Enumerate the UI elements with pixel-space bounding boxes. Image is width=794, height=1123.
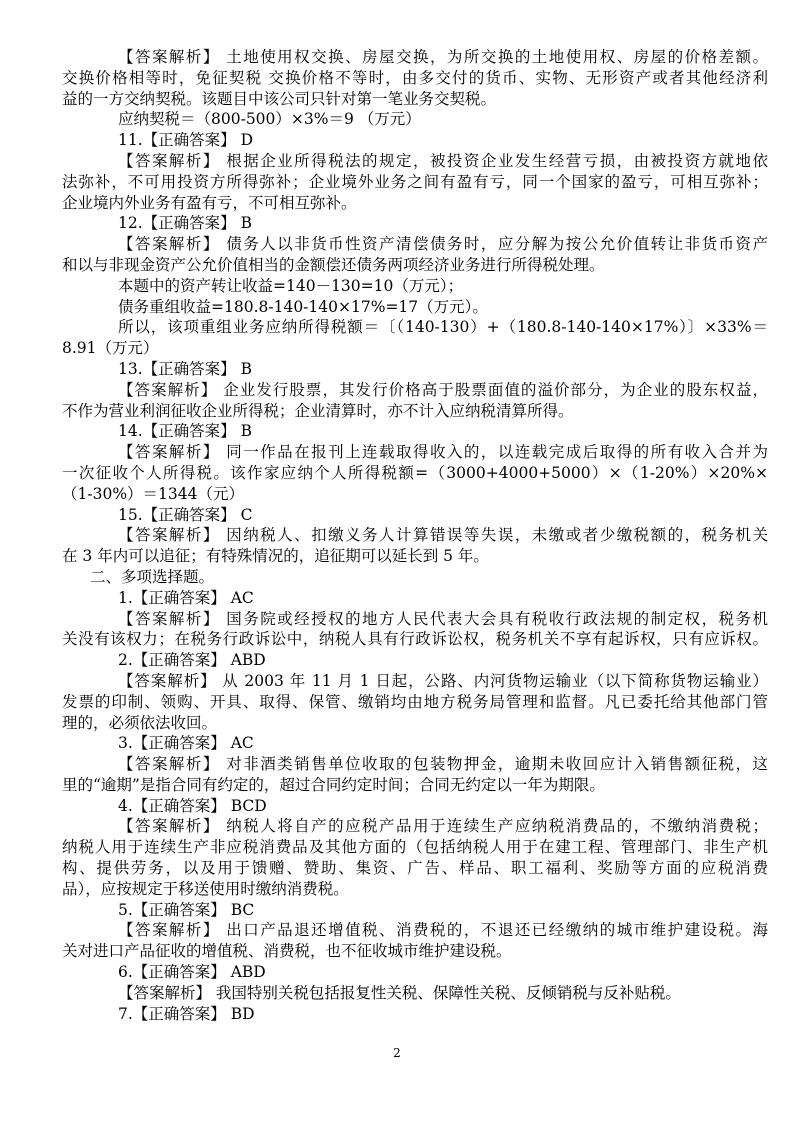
text-line: 一次征收个人所得税。该作家应纳个人所得税额=（3000+4000+5000）×（1-20%）×20%× xyxy=(62,463,768,482)
text-line: 7.【正确答案】 BD xyxy=(118,1004,255,1023)
text-line: 构、提供劳务，以及用于馈赠、赞助、集资、广告、样品、职工福利、奖励等方面的应税消费 xyxy=(62,859,768,878)
text-line: 1.【正确答案】 AC xyxy=(118,588,254,607)
text-line: 5.【正确答案】 BC xyxy=(118,900,255,919)
text-line: 纳税人用于连续生产非应税消费品及其他方面的（包括纳税人用于在建工程、管理部门、非生产机 xyxy=(62,838,768,857)
text-line: 法弥补，不可用投资方所得弥补；企业境外业务之间有盈有亏，同一个国家的盈亏，可相互弥补； xyxy=(62,172,768,191)
text-line: 【答案解析】 企业发行股票，其发行价格高于股票面值的溢价部分，为企业的股东权益， xyxy=(118,380,768,399)
text-line: 6.【正确答案】 ABD xyxy=(118,963,266,982)
text-line: 和以与非现金资产公允价值相当的金额偿还债务两项经济业务进行所得税处理。 xyxy=(62,255,605,274)
text-line: 8.91（万元） xyxy=(62,339,159,358)
text-line: 企业境内外业务有盈有亏，不可相互弥补。 xyxy=(62,193,357,212)
text-line: 【答案解析】 土地使用权交换、房屋交换，为所交换的土地使用权、房屋的价格差额。 xyxy=(118,48,768,66)
document-body xyxy=(62,47,768,1024)
page-number: 2 xyxy=(393,1046,401,1060)
text-line: 理的，必须依法收回。 xyxy=(62,713,218,732)
text-line: 里的“逾期”是指合同有约定的，超过合同约定时间；合同无约定以一年为期限。 xyxy=(62,775,605,794)
text-line: 不作为营业利润征收企业所得税；企业清算时，亦不计入应纳税清算所得。 xyxy=(62,401,574,420)
text-line: 12.【正确答案】 B xyxy=(118,214,252,233)
text-line: 【答案解析】 我国特别关税包括报复性关税、保障性关税、反倾销税与反补贴税。 xyxy=(118,983,681,1002)
text-line: 【答案解析】 因纳税人、扣缴义务人计算错误等失误，未缴或者少缴税额的，税务机关 xyxy=(118,526,768,545)
text-line: 发票的印制、领购、开具、取得、保管、缴销均由地方税务局管理和监督。凡已委托给其他部门管 xyxy=(62,692,768,711)
text-line: 4.【正确答案】 BCD xyxy=(118,796,267,815)
text-line: 在 3 年内可以追征；有特殊情况的，追征期可以延长到 5 年。 xyxy=(62,547,489,566)
text-line: 二、多项选择题。 xyxy=(90,567,215,586)
text-line: 【答案解析】 同一作品在报刊上连载取得收入的，以连载完成后取得的所有收入合并为 xyxy=(118,443,768,462)
text-line: 【答案解析】 国务院或经授权的地方人民代表大会具有税收行政法规的制定权，税务机 xyxy=(118,609,768,628)
text-line: 关对进口产品征收的增值税、消费税，也不征收城市维护建设税。 xyxy=(62,942,512,961)
text-line: 【答案解析】 纳税人将自产的应税产品用于连续生产应纳税消费品的，不缴纳消费税； xyxy=(118,817,768,836)
text-line: 【答案解析】 债务人以非货币性资产清偿债务时，应分解为按公允价值转让非货币资产 xyxy=(118,235,768,254)
text-line: 11.【正确答案】 D xyxy=(118,131,254,150)
text-line: 15.【正确答案】 C xyxy=(118,505,253,524)
text-line: 【答案解析】 出口产品退还增值税、消费税的，不退还已经缴纳的城市维护建设税。海 xyxy=(118,921,768,940)
text-line: 应纳契税＝（800-500）×3%＝9 （万元） xyxy=(118,110,421,129)
text-line: 3.【正确答案】 AC xyxy=(118,734,254,753)
text-line: 品），应按规定于移送使用时缴纳消费税。 xyxy=(62,879,349,898)
text-line: 交换价格相等时，免征契税 交换价格不等时，由多交付的货币、实物、无形资产或者其他经济利 xyxy=(62,68,768,87)
text-line: 债务重组收益=180.8-140-140×17%=17（万元）。 xyxy=(118,297,488,316)
text-line: 所以，该项重组业务应纳所得税额＝〔（140-130）+（180.8-140-140×17%）〕×33%＝ xyxy=(118,318,768,337)
text-line: 【答案解析】 从 2003 年 11 月 1 日起，公路、内河货物运输业（以下简称货物运输业） xyxy=(118,671,768,690)
text-line: 益的一方交纳契税。该题目中该公司只针对第一笔业务交契税。 xyxy=(62,89,497,108)
text-line: 【答案解析】 对非酒类销售单位收取的包装物押金，逾期未收回应计入销售额征税，这 xyxy=(118,755,768,774)
text-line: （1-30%）＝1344（元） xyxy=(62,484,244,503)
text-line: 关没有该权力；在税务行政诉讼中，纳税人具有行政诉讼权，税务机关不享有起诉权，只有应诉权。 xyxy=(62,630,768,649)
text-line: 【答案解析】 根据企业所得税法的规定，被投资企业发生经营亏损，由被投资方就地依 xyxy=(118,151,768,170)
text-line: 14.【正确答案】 B xyxy=(118,422,252,441)
text-line: 2.【正确答案】 ABD xyxy=(118,651,266,670)
text-line: 13.【正确答案】 B xyxy=(118,359,252,378)
text-line: 本题中的资产转让收益=140－130=10（万元）； xyxy=(118,276,464,295)
